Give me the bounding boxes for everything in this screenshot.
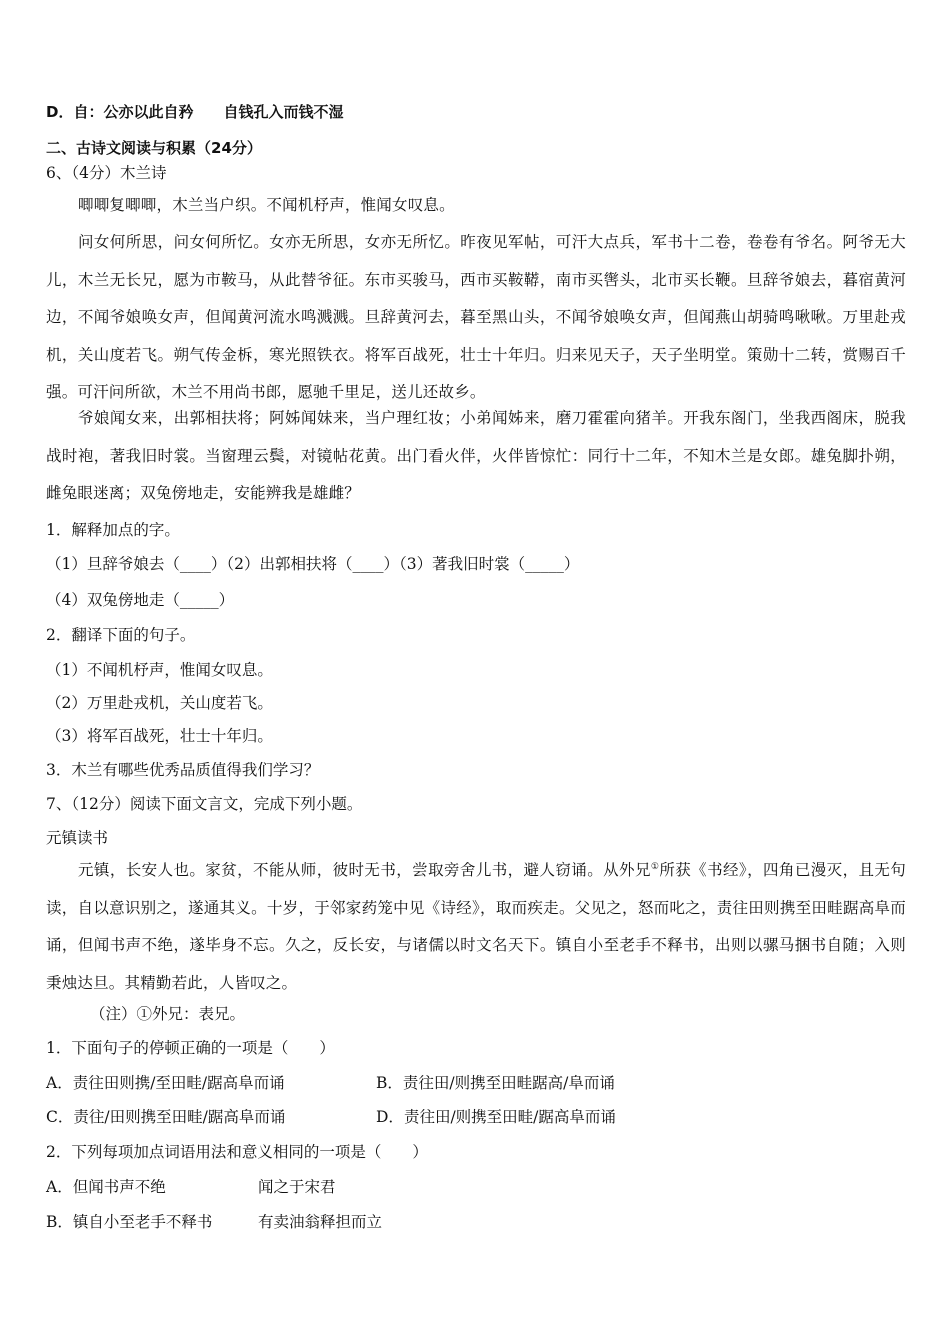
poem-paragraph-3: 爷娘闻女来，出郭相扶将；阿姊闻妹来，当户理红妆；小弟闻姊来，磨刀霍霍向猪羊。开我东阁门，坐我西阁床，脱我战时袍，著我旧时裳。当窗理云鬓，对镜帖花黄。出门看火伴，火伴皆惊忙：同行十二年，不知木兰是女郎。雄兔脚扑朔，雌兔眼迷离；双兔傍地走，安能辨我是雄雌？ [46, 409, 906, 502]
option-letter: B． [46, 1213, 73, 1231]
option-letter: A． [46, 1074, 73, 1092]
q7-passage-part-b: 所获《书经》，四角已漫灭，且无句读，自以意识别之，遂通其义。十岁，于邻家药笼中见《诗经》，取而疾走。父见之，怒而叱之，责往田则携至田畦踞高阜而诵，但闻书声不绝，遂毕身不忘。久之，反长安，与诸儒以时文名天下。镇自小至老手不释书，出则以骡马捆书自随；入则秉烛达旦。其精勤若此，人皆叹之。 [46, 861, 907, 992]
q7-passage [46, 852, 906, 1002]
option-a[interactable] [46, 1073, 285, 1093]
option-b[interactable] [376, 1073, 615, 1093]
q6-sub2-item: （2）万里赴戎机，关山度若飞。 [46, 694, 273, 712]
q7-note: （注）①外兄：表兄。 [90, 1005, 246, 1023]
footnote-marker: ① [650, 861, 660, 872]
option-text: 责往田/则携至田畦/踞高阜而诵 [403, 1108, 616, 1126]
option-letter: A． [46, 1178, 73, 1196]
q6-sub1-title: 1．解释加点的字。 [46, 521, 180, 539]
option-c[interactable] [46, 1107, 285, 1127]
q6-sub2-title: 2．翻译下面的句子。 [46, 626, 196, 644]
option-b-right: 有卖油翁释担而立 [258, 1213, 383, 1231]
q7-header: 7、（12分）阅读下面文言文，完成下列小题。 [46, 795, 363, 813]
option-text: 责往田/则携至田畦踞高/阜而诵 [402, 1074, 615, 1092]
q6-sub3-title: 3．木兰有哪些优秀品质值得我们学习？ [46, 761, 320, 779]
option-d-letter: D． [46, 103, 74, 121]
q7-passage-title: 元镇读书 [46, 829, 109, 847]
option-text: 责往田则携/至田畦/踞高阜而诵 [72, 1074, 285, 1092]
poem-paragraph-1: 唧唧复唧唧，木兰当户织。不闻机杼声，惟闻女叹息。 [78, 196, 455, 214]
poem-paragraph-2: 问女何所思，问女何所忆。女亦无所思，女亦无所忆。昨夜见军帖，可汗大点兵，军书十二卷，卷卷有爷名。阿爷无大儿，木兰无长兄，愿为市鞍马，从此替爷征。东市买骏马，西市买鞍鞯，南市买辔头，北市买长鞭。旦辞爷娘去，暮宿黄河边，不闻爷娘唤女声，但闻黄河流水鸣溅溅。旦辞黄河去，暮至黑山头，不闻爷娘唤女声，但闻燕山胡骑鸣啾啾。万里赴戎机，关山度若飞。朔气传金柝，寒光照铁衣。将军百战死，壮士十年归。归来见天子，天子坐明堂。策勋十二转，赏赐百千强。可汗问所欲，木兰不用尚书郎，愿驰千里足，送儿还故乡。 [46, 233, 906, 401]
q6-sub1-line1: （1）旦辞爷娘去（____）（2）出郭相扶将（____）（3）著我旧时裳（_____） [46, 555, 580, 573]
q6-sub2-item: （1）不闻机杼声，惟闻女叹息。 [46, 661, 273, 679]
q6-sub2-item: （3）将军百战死，壮士十年归。 [46, 727, 273, 745]
option-letter: D． [376, 1108, 404, 1126]
q7-sub1-title: 1．下面句子的停顿正确的一项是（ ） [46, 1039, 335, 1057]
q6-header: 6、（4分）木兰诗 [46, 164, 167, 182]
option-text: 责往/田则携至田畦/踞高阜而诵 [73, 1108, 286, 1126]
q7-sub2-title: 2．下列每项加点词语用法和意义相同的一项是（ ） [46, 1143, 428, 1161]
q6-sub1-line2: （4）双兔傍地走（_____） [46, 591, 235, 609]
option-a-right: 闻之于宋君 [258, 1178, 336, 1196]
option-d-line [46, 102, 343, 122]
section-title: 二、古诗文阅读与积累（24分） [46, 139, 262, 157]
option-a[interactable] [46, 1177, 166, 1197]
q7-passage-part-a: 元镇，长安人也。家贫，不能从师，彼时无书，尝取旁舍儿书，避人窃诵。从外兄 [78, 861, 651, 879]
option-d[interactable] [376, 1107, 616, 1127]
option-letter: B． [376, 1074, 403, 1092]
option-b[interactable] [46, 1212, 212, 1232]
option-letter: C． [46, 1108, 74, 1126]
option-text-left: 镇自小至老手不释书 [72, 1213, 213, 1231]
option-text-left: 但闻书声不绝 [72, 1178, 166, 1196]
option-d-text: 自：公亦以此自矜 自钱孔入而钱不湿 [73, 103, 344, 121]
